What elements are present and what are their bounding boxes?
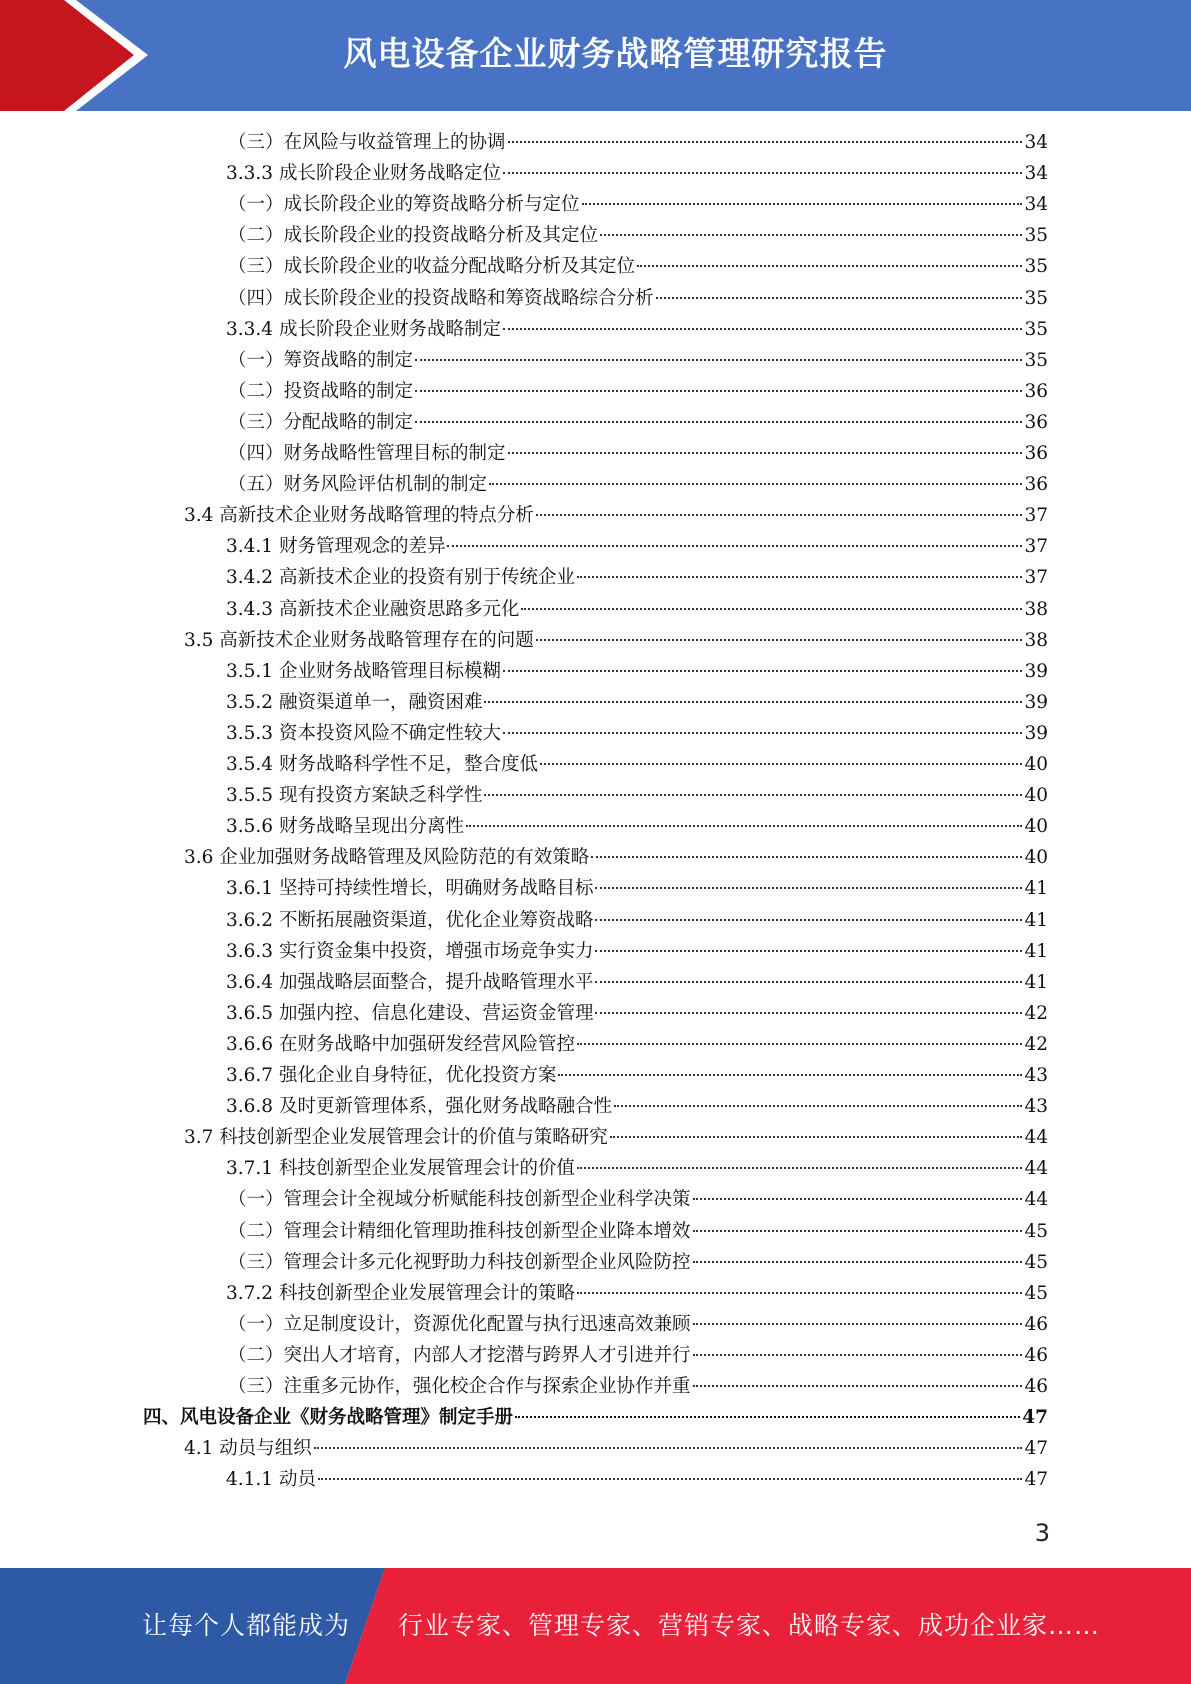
toc-entry-page: 41 — [1024, 909, 1048, 931]
toc-dot-leader — [595, 887, 1022, 889]
toc-entry-page: 37 — [1024, 567, 1048, 589]
toc-entry[interactable] — [228, 345, 1048, 376]
toc-entry-page: 36 — [1024, 443, 1048, 464]
toc-dot-leader — [637, 265, 1022, 267]
toc-entry[interactable] — [226, 780, 1048, 811]
toc-entry-title: 3.5.3 资本投资风险不确定性较大 — [226, 722, 501, 744]
toc-entry[interactable] — [228, 1340, 1048, 1371]
toc-entry-page: 40 — [1024, 847, 1048, 869]
toc-dot-leader — [415, 390, 1022, 392]
toc-entry-title: 3.6.3 实行资金集中投资，增强市场竞争实力 — [226, 940, 594, 962]
toc-entry-page: 39 — [1024, 722, 1048, 744]
toc-dot-leader — [503, 670, 1022, 672]
toc-entry-title: 3.6.4 加强战略层面整合，提升战略管理水平 — [226, 971, 594, 993]
toc-entry-title: （四）成长阶段企业的投资战略和筹资战略综合分析 — [228, 287, 654, 309]
toc-dot-leader — [536, 639, 1023, 641]
toc-entry-page: 41 — [1024, 940, 1048, 962]
toc-entry-page: 45 — [1024, 1251, 1048, 1273]
toc-dot-leader — [577, 1167, 1022, 1169]
footer-slogan-left: 让每个人都能成为 — [142, 1611, 351, 1640]
toc-entry[interactable] — [226, 314, 1048, 345]
toc-entry-title: 3.5.6 财务战略呈现出分离性 — [226, 816, 464, 838]
toc-entry-page: 47 — [1024, 1438, 1048, 1460]
toc-entry-title: （三）成长阶段企业的收益分配战略分析及其定位 — [228, 256, 636, 278]
toc-dot-leader — [484, 794, 1022, 796]
toc-entry[interactable] — [143, 1402, 1048, 1433]
toc-entry-title: 四、风电设备企业《财务战略管理》制定手册 — [143, 1407, 514, 1429]
toc-entry-page: 46 — [1024, 1344, 1048, 1366]
toc-entry-title: 3.5.1 企业财务战略管理目标模糊 — [226, 660, 501, 682]
toc-dot-leader — [466, 825, 1022, 827]
toc-entry-title: 3.4 高新技术企业财务战略管理的特点分析 — [184, 505, 534, 527]
toc-entry[interactable] — [228, 438, 1048, 469]
toc-entry[interactable] — [226, 998, 1048, 1029]
toc-entry-page: 38 — [1024, 629, 1048, 651]
toc-entry-page: 39 — [1024, 660, 1048, 682]
toc-entry[interactable] — [228, 1216, 1048, 1247]
toc-dot-leader — [540, 763, 1022, 765]
footer-bar — [0, 1568, 1191, 1684]
toc-entry-title: 3.6 企业加强财务战略管理及风险防范的有效策略 — [184, 847, 590, 869]
toc-entry[interactable] — [226, 158, 1048, 189]
toc-entry-title: （五）财务风险评估机制的制定 — [228, 474, 488, 496]
toc-entry-page: 36 — [1024, 474, 1048, 496]
toc-entry[interactable] — [226, 905, 1048, 936]
toc-entry[interactable] — [226, 749, 1048, 780]
toc-entry-page: 37 — [1024, 536, 1048, 558]
toc-dot-leader — [693, 1323, 1023, 1325]
toc-dot-leader — [536, 514, 1023, 516]
toc-entry-page: 40 — [1024, 816, 1048, 838]
toc-entry-title: 3.5 高新技术企业财务战略管理存在的问题 — [184, 629, 534, 651]
toc-entry-page: 36 — [1024, 411, 1048, 433]
toc-dot-leader — [614, 1105, 1022, 1107]
toc-entry[interactable] — [184, 1433, 1048, 1464]
toc-dot-leader — [693, 1354, 1023, 1356]
toc-entry-page: 44 — [1024, 1158, 1048, 1180]
toc-entry-title: 3.3.3 成长阶段企业财务战略定位 — [226, 163, 501, 185]
toc-entry[interactable] — [226, 531, 1048, 562]
toc-dot-leader — [484, 701, 1022, 703]
toc-entry-title: （三）注重多元协作，强化校企合作与探索企业协作并重 — [228, 1376, 691, 1397]
toc-entry-title: 3.7.1 科技创新型企业发展管理会计的价值 — [226, 1158, 575, 1180]
toc-entry-page: 40 — [1024, 754, 1048, 775]
toc-entry-page: 39 — [1024, 691, 1048, 713]
toc-entry-page: 43 — [1024, 1065, 1048, 1086]
toc-dot-leader — [591, 856, 1022, 858]
toc-entry-title: （一）管理会计全视域分析赋能科技创新型企业科学决策 — [228, 1189, 691, 1211]
toc-entry-page: 34 — [1024, 194, 1048, 216]
toc-entry-page: 42 — [1024, 1033, 1048, 1055]
toc-entry-title: （三）在风险与收益管理上的协调 — [228, 132, 506, 153]
toc-entry-title: （二）突出人才培育，内部人才挖潜与跨界人才引进并行 — [228, 1344, 691, 1366]
toc-entry[interactable] — [226, 656, 1048, 687]
toc-entry-title: 4.1 动员与组织 — [184, 1438, 312, 1460]
toc-entry-page: 34 — [1024, 132, 1048, 153]
toc-entry[interactable] — [226, 1153, 1048, 1184]
toc-dot-leader — [503, 172, 1022, 174]
toc-entry-title: 3.5.2 融资渠道单一，融资困难 — [226, 691, 483, 713]
toc-entry[interactable] — [228, 469, 1048, 500]
toc-entry-page: 41 — [1024, 878, 1048, 900]
toc-dot-leader — [693, 1230, 1023, 1232]
toc-dot-leader — [318, 1478, 1023, 1480]
toc-entry-title: 3.4.2 高新技术企业的投资有别于传统企业 — [226, 567, 575, 589]
toc-dot-leader — [489, 483, 1022, 485]
toc-entry-title: 4.1.1 动员 — [226, 1469, 316, 1491]
page-number: 3 — [1034, 1519, 1050, 1547]
toc-dot-leader — [503, 328, 1022, 330]
toc-entry[interactable] — [228, 127, 1048, 158]
toc-entry-page: 45 — [1024, 1220, 1048, 1242]
toc-entry[interactable] — [184, 500, 1048, 531]
toc-entry[interactable] — [228, 407, 1048, 438]
toc-entry[interactable] — [228, 283, 1048, 314]
toc-entry-page: 37 — [1024, 505, 1048, 527]
toc-dot-leader — [693, 1198, 1023, 1200]
toc-entry-title: 3.4.1 财务管理观念的差异 — [226, 536, 446, 558]
toc-entry-title: （一）筹资战略的制定 — [228, 349, 414, 371]
toc-entry-title: 3.5.5 现有投资方案缺乏科学性 — [226, 785, 483, 807]
toc-entry[interactable] — [226, 1091, 1048, 1122]
toc-entry-title: 3.6.5 加强内控、信息化建设、营运资金管理 — [226, 1002, 594, 1024]
toc-entry[interactable] — [226, 718, 1048, 749]
toc-entry-page: 46 — [1024, 1376, 1048, 1397]
toc-entry-page: 44 — [1024, 1127, 1048, 1149]
toc-dot-leader — [600, 234, 1022, 236]
toc-entry-title: 3.4.3 高新技术企业融资思路多元化 — [226, 598, 520, 620]
toc-dot-leader — [595, 950, 1022, 952]
toc-entry-page: 45 — [1024, 1282, 1048, 1304]
toc-dot-leader — [314, 1447, 1023, 1449]
toc-entry[interactable] — [226, 1029, 1048, 1060]
toc-entry[interactable] — [226, 1278, 1048, 1309]
toc-entry[interactable] — [228, 1184, 1048, 1215]
toc-entry[interactable] — [228, 251, 1048, 282]
toc-entry-page: 42 — [1024, 1002, 1048, 1024]
toc-entry[interactable] — [226, 594, 1048, 625]
toc-dot-leader — [521, 608, 1022, 610]
toc-dot-leader — [595, 919, 1022, 921]
toc-entry-title: 3.6.7 强化企业自身特征，优化投资方案 — [226, 1065, 557, 1086]
toc-entry[interactable] — [184, 625, 1048, 656]
toc-entry[interactable] — [228, 189, 1048, 220]
toc-dot-leader — [656, 297, 1023, 299]
toc-entry[interactable] — [226, 687, 1048, 718]
toc-entry-page: 40 — [1024, 785, 1048, 807]
toc-entry-page: 35 — [1024, 318, 1048, 340]
toc-dot-leader — [447, 545, 1022, 547]
toc-dot-leader — [577, 1292, 1022, 1294]
toc-entry-title: （一）成长阶段企业的筹资战略分析与定位 — [228, 194, 580, 216]
toc-entry[interactable] — [226, 1060, 1048, 1091]
toc-entry-title: 3.6.2 不断拓展融资渠道，优化企业筹资战略 — [226, 909, 594, 931]
toc-dot-leader — [693, 1261, 1023, 1263]
toc-entry-title: （二）投资战略的制定 — [228, 380, 414, 402]
toc-entry-title: 3.7 科技创新型企业发展管理会计的价值与策略研究 — [184, 1127, 608, 1149]
toc-entry-title: 3.5.4 财务战略科学性不足，整合度低 — [226, 754, 538, 775]
toc-entry-page: 38 — [1024, 598, 1048, 620]
header-bar — [0, 0, 1191, 111]
toc-entry[interactable] — [226, 811, 1048, 842]
toc-entry[interactable] — [228, 1371, 1048, 1402]
toc-entry[interactable] — [228, 1309, 1048, 1340]
toc-entry-title: （三）分配战略的制定 — [228, 411, 414, 433]
toc-entry-page: 47 — [1022, 1407, 1048, 1429]
toc-entry-title: （一）立足制度设计，资源优化配置与执行迅速高效兼顾 — [228, 1313, 691, 1335]
toc-dot-leader — [508, 141, 1023, 143]
toc-entry[interactable] — [226, 1464, 1048, 1495]
toc-entry-page: 36 — [1024, 380, 1048, 402]
toc-dot-leader — [515, 1416, 1020, 1418]
toc-dot-leader — [415, 359, 1022, 361]
toc-dot-leader — [693, 1385, 1023, 1387]
toc-entry-page: 35 — [1024, 225, 1048, 247]
toc-dot-leader — [610, 1136, 1023, 1138]
toc-entry-title: 3.6.8 及时更新管理体系，强化财务战略融合性 — [226, 1096, 612, 1118]
toc-entry[interactable] — [228, 1247, 1048, 1278]
toc-entry-title: 3.6.1 坚持可持续性增长，明确财务战略目标 — [226, 878, 594, 900]
toc-entry[interactable] — [184, 842, 1048, 873]
toc-entry-page: 35 — [1024, 349, 1048, 371]
toc-entry[interactable] — [226, 562, 1048, 593]
toc-entry-page: 46 — [1024, 1313, 1048, 1335]
toc-entry-title: 3.7.2 科技创新型企业发展管理会计的策略 — [226, 1282, 575, 1304]
toc-dot-leader — [582, 203, 1023, 205]
toc-entry-page: 35 — [1024, 287, 1048, 309]
toc-dot-leader — [577, 1043, 1022, 1045]
toc-dot-leader — [595, 981, 1022, 983]
toc-entry-title: 3.6.6 在财务战略中加强研发经营风险管控 — [226, 1033, 575, 1055]
toc-entry-title: （三）管理会计多元化视野助力科技创新型企业风险防控 — [228, 1251, 691, 1273]
toc-entry-title: 3.3.4 成长阶段企业财务战略制定 — [226, 318, 501, 340]
toc-dot-leader — [558, 1074, 1022, 1076]
toc-entry[interactable] — [226, 967, 1048, 998]
toc-entry[interactable] — [226, 936, 1048, 967]
toc-entry-page: 35 — [1024, 256, 1048, 278]
toc-dot-leader — [508, 452, 1023, 454]
toc-entry-page: 44 — [1024, 1189, 1048, 1211]
toc-entry-title: （二）成长阶段企业的投资战略分析及其定位 — [228, 225, 599, 247]
toc-dot-leader — [503, 732, 1022, 734]
toc-entry-title: （二）管理会计精细化管理助推科技创新型企业降本增效 — [228, 1220, 691, 1242]
footer-slogan-right: 行业专家、管理专家、营销专家、战略专家、成功企业家…… — [398, 1611, 1101, 1640]
toc-entry-page: 43 — [1024, 1096, 1048, 1118]
toc-dot-leader — [415, 421, 1022, 423]
toc-entry-page: 41 — [1024, 971, 1048, 993]
toc-entry-title: （四）财务战略性管理目标的制定 — [228, 443, 506, 464]
toc-entry-page: 47 — [1024, 1469, 1048, 1491]
toc-entry-page: 34 — [1024, 163, 1048, 185]
toc-dot-leader — [595, 1012, 1022, 1014]
toc-dot-leader — [577, 576, 1022, 578]
document-title: 风电设备企业财务战略管理研究报告 — [343, 34, 888, 73]
toc-entry[interactable] — [226, 873, 1048, 904]
toc-entry[interactable] — [184, 1122, 1048, 1153]
toc-entry[interactable] — [228, 376, 1048, 407]
toc-entry[interactable] — [228, 220, 1048, 251]
